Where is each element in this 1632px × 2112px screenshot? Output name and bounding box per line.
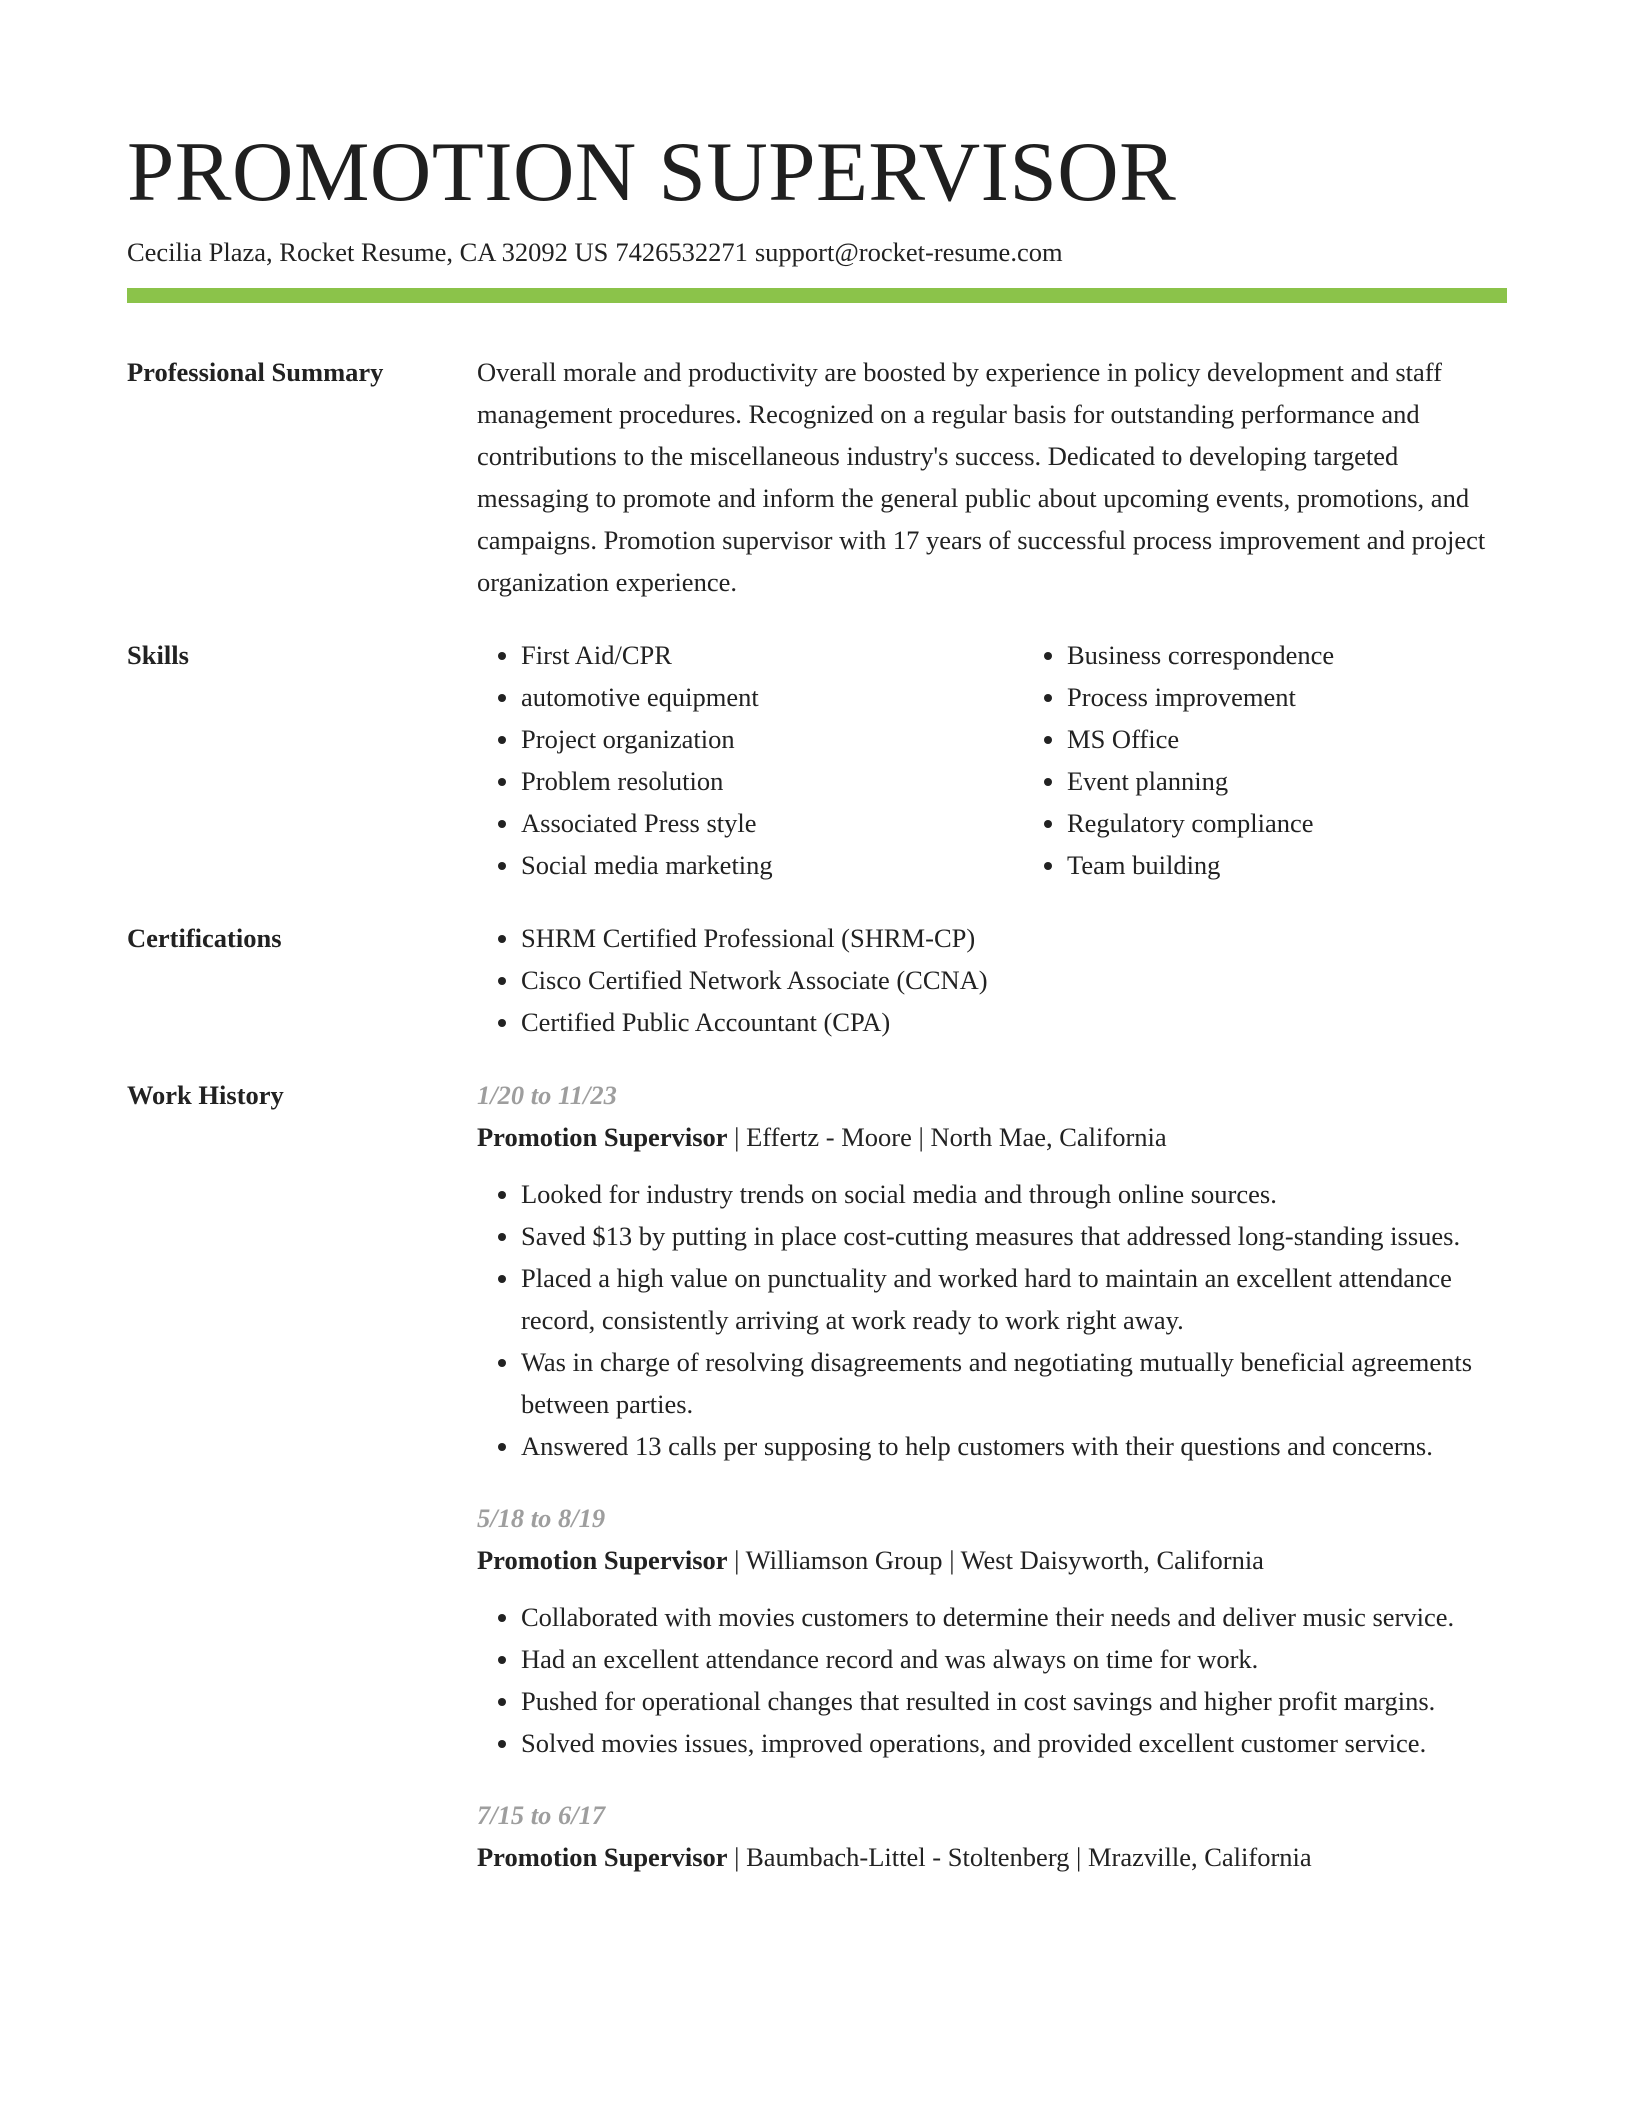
summary-text: Overall morale and productivity are boosted by experience in policy development and staff management procedures. Recognized on a regular basis for outstanding performance and contributions to the miscellaneous industry's success. Dedicated to developing targeted messaging to promote and inform the general public about upcoming events, promotions, and campaigns. Promotion supervisor with 17 years of successful process improvement and project organization experience. xyxy=(477,356,1486,597)
skill-item: • Associated Press style xyxy=(521,802,1023,844)
job-bullet: • Saved $13 by putting in place cost-cutting measures that addressed long-standing issues. xyxy=(521,1215,1507,1257)
job-heading xyxy=(477,1116,1507,1158)
job-heading xyxy=(477,1836,1507,1878)
certifications-body xyxy=(477,917,1507,1043)
skill-item: • Event planning xyxy=(1067,760,1569,802)
separator: | xyxy=(949,1544,955,1575)
job-bullet: • Looked for industry trends on social media and through online sources. xyxy=(521,1173,1507,1215)
skill-item: • First Aid/CPR xyxy=(521,634,1023,676)
job-bullet: • Solved movies issues, improved operations, and provided excellent customer service. xyxy=(521,1722,1507,1764)
job-company: Baumbach-Littel - Stoltenberg xyxy=(746,1841,1070,1872)
skill-item: • MS Office xyxy=(1067,718,1569,760)
contact-line xyxy=(127,237,1507,269)
skills-section xyxy=(127,634,1507,886)
job-title: Promotion Supervisor xyxy=(477,1841,728,1872)
job-location: West Daisyworth, California xyxy=(960,1544,1264,1575)
skills-grid xyxy=(477,634,1569,886)
certification-item: • SHRM Certified Professional (SHRM-CP) xyxy=(521,917,1507,959)
skill-item: • Problem resolution xyxy=(521,760,1023,802)
job-entry xyxy=(477,1794,1507,1878)
work-history-section xyxy=(127,1074,1507,1908)
job-bullets xyxy=(477,1596,1507,1764)
job-entry xyxy=(477,1497,1507,1764)
job-dates: 5/18 to 8/19 xyxy=(477,1502,606,1533)
header-divider xyxy=(127,288,1507,303)
job-bullet: • Pushed for operational changes that resulted in cost savings and higher profit margins. xyxy=(521,1680,1507,1722)
certification-item: • Cisco Certified Network Associate (CCNA) xyxy=(521,959,1507,1001)
job-location: North Mae, California xyxy=(930,1121,1167,1152)
certification-item: • Certified Public Accountant (CPA) xyxy=(521,1001,1507,1043)
skill-item: • Social media marketing xyxy=(521,844,1023,886)
skill-item: • Regulatory compliance xyxy=(1067,802,1569,844)
job-bullets xyxy=(477,1173,1507,1467)
contact-email: support@rocket-resume.com xyxy=(754,237,1063,267)
job-location: Mrazville, California xyxy=(1087,1841,1312,1872)
summary-section xyxy=(127,351,1507,603)
resume-title: PROMOTION SUPERVISOR xyxy=(127,125,1177,219)
separator: | xyxy=(734,1841,740,1872)
contact-address: Cecilia Plaza, Rocket Resume, CA 32092 US xyxy=(127,237,609,267)
contact-phone: 7426532271 xyxy=(615,237,748,267)
separator: | xyxy=(734,1121,740,1152)
job-company: Williamson Group xyxy=(745,1544,943,1575)
job-heading xyxy=(477,1539,1507,1581)
job-title: Promotion Supervisor xyxy=(477,1121,728,1152)
skill-item: • Process improvement xyxy=(1067,676,1569,718)
job-bullet: • Answered 13 calls per supposing to help customers with their questions and concerns. xyxy=(521,1425,1507,1467)
separator: | xyxy=(734,1544,740,1575)
work-history-body xyxy=(477,1074,1507,1908)
separator: | xyxy=(918,1121,924,1152)
job-entry xyxy=(477,1074,1507,1467)
certifications-section xyxy=(127,917,1507,1043)
skills-list-right xyxy=(1023,634,1569,886)
job-bullet: • Collaborated with movies customers to determine their needs and deliver music service. xyxy=(521,1596,1507,1638)
section-label: Professional Summary xyxy=(127,356,384,387)
skill-item: • automotive equipment xyxy=(521,676,1023,718)
skill-item: • Business correspondence xyxy=(1067,634,1569,676)
skill-item: • Team building xyxy=(1067,844,1569,886)
job-bullet: • Was in charge of resolving disagreements and negotiating mutually beneficial agreements between parties. xyxy=(521,1341,1507,1425)
job-company: Effertz - Moore xyxy=(746,1121,912,1152)
job-dates: 7/15 to 6/17 xyxy=(477,1799,606,1830)
separator: | xyxy=(1076,1841,1082,1872)
certifications-list xyxy=(477,917,1507,1043)
section-label: Skills xyxy=(127,639,189,670)
job-bullet: • Placed a high value on punctuality and worked hard to maintain an excellent attendance record, consistently arriving at work ready to work right away. xyxy=(521,1257,1507,1341)
job-bullet: • Had an excellent attendance record and was always on time for work. xyxy=(521,1638,1507,1680)
skills-list-left xyxy=(477,634,1023,886)
section-label: Work History xyxy=(127,1079,284,1110)
section-label: Certifications xyxy=(127,922,282,953)
skill-item: • Project organization xyxy=(521,718,1023,760)
job-dates: 1/20 to 11/23 xyxy=(477,1079,617,1110)
job-title: Promotion Supervisor xyxy=(477,1544,728,1575)
